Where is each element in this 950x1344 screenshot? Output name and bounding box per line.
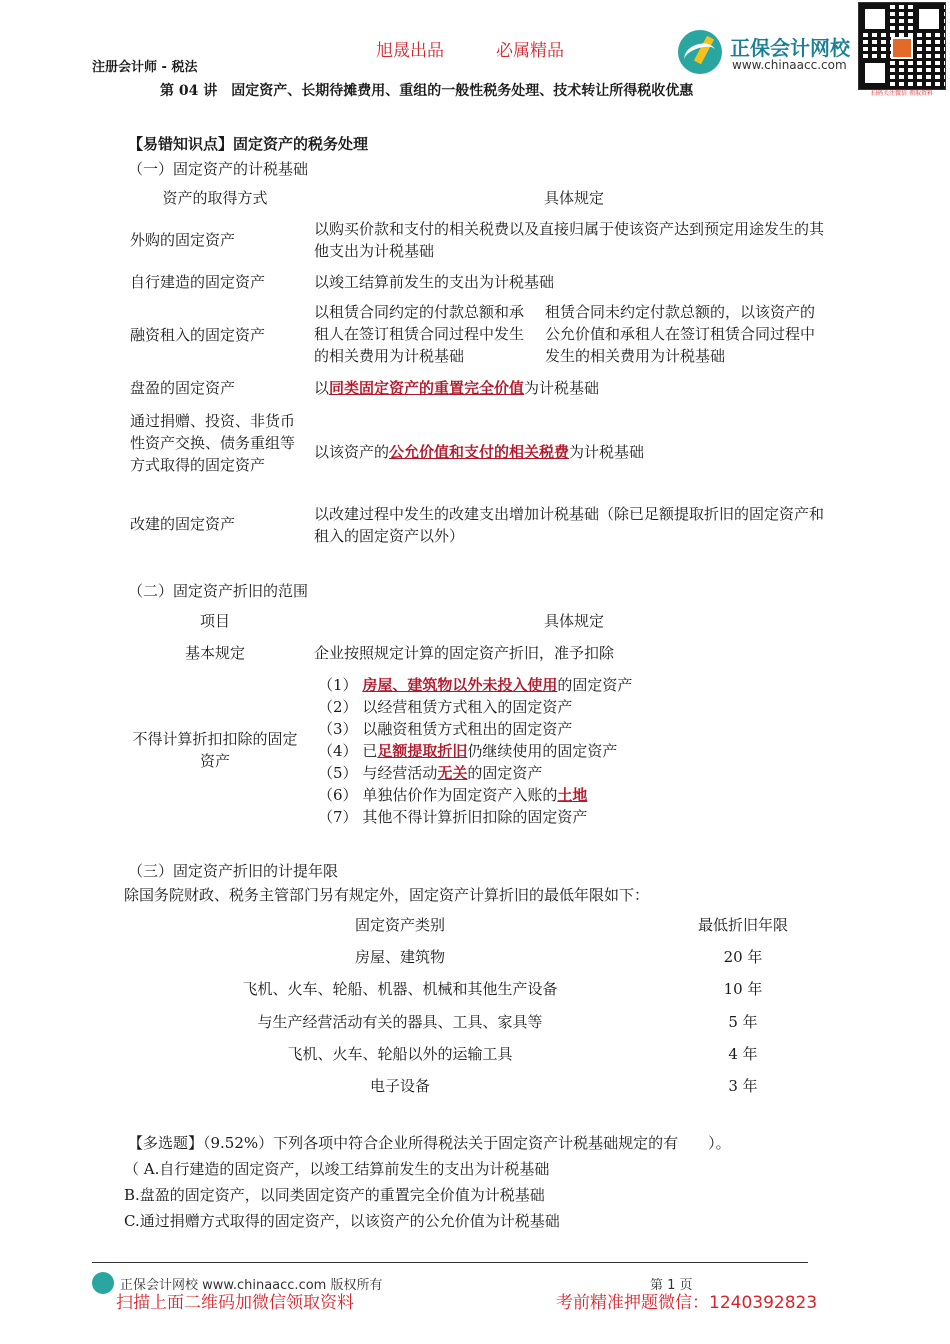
exclusion-item: （6） 单独估价作为固定资产入账的土地 <box>318 786 588 804</box>
question-stem: 【多选题】（9.52%）下列各项中符合企业所得税法关于固定资产计税基础规定的有 ）。 <box>128 1134 731 1152</box>
part3-col-right: 最低折旧年限 <box>697 916 788 934</box>
course-name: 注册会计师 - 税法 <box>92 60 198 75</box>
option-c: C.通过捐赠方式取得的固定资产，以该资产的公允价值为计税基础 <box>124 1212 560 1230</box>
p1-row1-rule: 以购买价款和支付的相关税费以及直接归属于使该资产达到预定用途发生的其他支出为计税基础 <box>314 220 825 260</box>
p1-row6-rule: 以改建过程中发生的改建支出增加计税基础（除已足额提取折旧的固定资产和租入的固定资产以外） <box>314 505 825 545</box>
basic-rule-label: 基本规定 <box>184 644 245 662</box>
exclusion-item: （2） 以经营租赁方式租入的固定资产 <box>318 698 573 716</box>
p1-row1-type: 外购的固定资产 <box>130 231 236 249</box>
part2-col-right: 具体规定 <box>543 612 604 630</box>
logo-url: www.chinaacc.com <box>732 58 847 72</box>
life-years: 10 年 <box>723 980 763 998</box>
p1-row5-type: 通过捐赠、投资、非货币性资产交换、债务重组等方式取得的固定资产 <box>130 412 296 474</box>
section-title: 【易错知识点】固定资产的税务处理 <box>128 135 369 153</box>
p1-row5-rule: 以该资产的公允价值和支付的相关税费为计税基础 <box>314 443 645 461</box>
part1-heading: （一）固定资产的计税基础 <box>128 160 309 178</box>
exclusion-item: （1） 房屋、建筑物以外未投入使用的固定资产 <box>318 676 633 694</box>
exclusion-item: （5） 与经营活动无关的固定资产 <box>318 764 543 782</box>
life-years: 3 年 <box>728 1077 758 1095</box>
highlight-text: 公允价值和支付的相关税费 <box>389 443 570 461</box>
life-years: 4 年 <box>728 1045 758 1063</box>
p1-row2-rule: 以竣工结算前发生的支出为计税基础 <box>314 273 555 291</box>
life-category: 飞机、火车、轮船以外的运输工具 <box>287 1045 513 1063</box>
part2-heading: （二）固定资产折旧的范围 <box>128 582 309 600</box>
watermark-right: 必属精品 <box>496 41 564 61</box>
footer-logo-icon <box>92 1272 114 1294</box>
basic-rule-text: 企业按照规定计算的固定资产折旧，准予扣除 <box>314 644 615 662</box>
option-a: （ A.自行建造的固定资产，以竣工结算前发生的支出为计税基础 <box>124 1160 550 1178</box>
page-number: 第 1 页 <box>650 1278 693 1293</box>
part2-col-left: 项目 <box>199 612 230 630</box>
life-category: 与生产经营活动有关的器具、工具、家具等 <box>257 1013 543 1031</box>
p1-row4-type: 盘盈的固定资产 <box>130 379 236 397</box>
logo-name: 正保会计网校 <box>730 36 850 60</box>
part3-intro: 除国务院财政、税务主管部门另有规定外，固定资产计算折旧的最低年限如下： <box>124 886 650 904</box>
p1-row2-type: 自行建造的固定资产 <box>130 273 266 291</box>
highlight-text: 同类固定资产的重置完全价值 <box>329 379 525 397</box>
lecture-title: 第 04 讲 固定资产、长期待摊费用、重组的一般性税务处理、技术转让所得税收优惠 <box>160 83 694 99</box>
p1-row3-rule-a: 以租赁合同约定的付款总额和承租人在签订租赁合同过程中发生的相关费用为计税基础 <box>314 303 525 365</box>
part1-col-left: 资产的取得方式 <box>162 189 268 207</box>
life-category: 房屋、建筑物 <box>354 948 445 966</box>
promo-right: 考前精准押题微信：1240392823 <box>556 1293 818 1313</box>
life-years: 20 年 <box>723 948 763 966</box>
life-category: 飞机、火车、轮船、机器、机械和其他生产设备 <box>242 980 558 998</box>
qr-caption: 扫码关注微信 领取资料 <box>871 90 933 97</box>
exclusion-item: （7） 其他不得计算折旧扣除的固定资产 <box>318 808 588 826</box>
p1-row3-type: 融资租入的固定资产 <box>130 326 266 344</box>
p1-row3-rule-b: 租赁合同未约定付款总额的，以该资产的公允价值和承租人在签订租赁合同过程中发生的相关费用为计税基础 <box>545 303 816 365</box>
exclusion-item: （3） 以融资租赁方式租出的固定资产 <box>318 720 573 738</box>
part3-col-left: 固定资产类别 <box>354 916 445 934</box>
part1-col-right: 具体规定 <box>543 189 604 207</box>
part3-heading: （三）固定资产折旧的计提年限 <box>128 862 339 880</box>
exclusion-label: 不得计算折扣扣除的固定资产 <box>132 730 298 770</box>
p1-row4-rule: 以同类固定资产的重置完全价值为计税基础 <box>314 379 600 397</box>
p1-row6-type: 改建的固定资产 <box>130 515 236 533</box>
promo-left: 扫描上面二维码加微信领取资料 <box>116 1293 354 1313</box>
chinaacc-logo-icon <box>678 30 722 74</box>
exclusion-item: （4） 已足额提取折旧仍继续使用的固定资产 <box>318 742 618 760</box>
life-years: 5 年 <box>728 1013 758 1031</box>
option-b: B.盘盈的固定资产，以同类固定资产的重置完全价值为计税基础 <box>124 1186 545 1204</box>
life-category: 电子设备 <box>369 1077 430 1095</box>
watermark-left: 旭晟出品 <box>376 41 444 61</box>
footer-copyright: 正保会计网校 www.chinaacc.com 版权所有 <box>120 1278 383 1293</box>
footer-divider <box>92 1262 808 1263</box>
qr-code-icon[interactable] <box>858 2 946 90</box>
